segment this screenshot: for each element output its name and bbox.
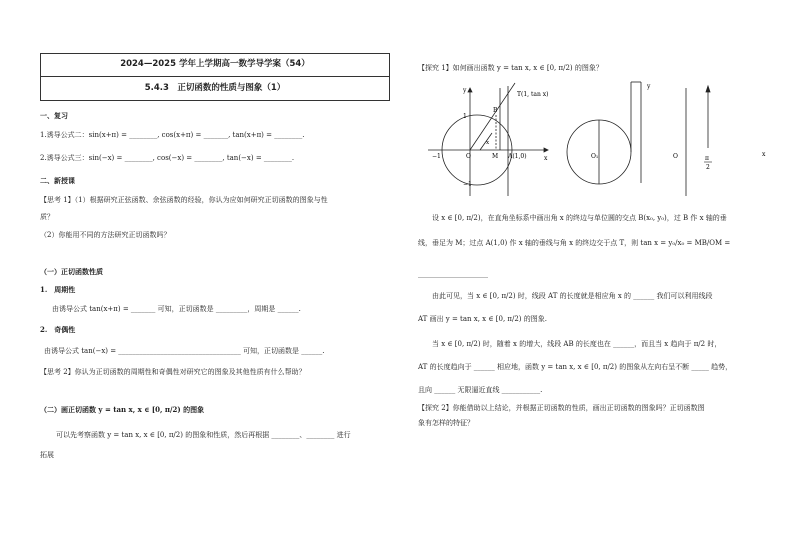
para-1-b: 线，垂足为 M；过点 A(1,0) 作 x 轴的垂线与角 x 的终边交于点 T，则 tan x = y₀/x₀ = MB/OM = — [418, 239, 731, 247]
question-1: 1.诱导公式二：sin(x+π) = ________, cos(x+π) = _______, tan(x+π) = ________. — [40, 131, 305, 139]
asymptote-arrow — [706, 86, 710, 92]
label-T: T(1, tan x) — [517, 91, 549, 98]
para-1-c: ____________________ — [418, 270, 488, 278]
para-3-a: 当 x ∈ [0, π/2) 时，随着 x 的增大，线段 AB 的长度也在 ______，而且当 x 趋向于 π/2 时， — [432, 340, 722, 348]
label-O2: O — [673, 153, 678, 160]
auxiliary-diagram — [567, 82, 710, 196]
para-3-c: 且向 ______ 无限逼近直线 ___________. — [418, 386, 543, 394]
graph-text-2: 拓展 — [40, 451, 54, 459]
parity-text: 由诱导公式 tan(−x) = ___________________________________ 可知，正切函数是 ______. — [44, 347, 325, 355]
explore-1: 【探究 1】如何画出函数 y = tan x, x ∈ [0, π/2) 的图象？ — [418, 64, 603, 72]
label-M: M — [492, 153, 499, 160]
page-title: 2024—2025 学年上学期高一数学导学案（54） — [120, 59, 310, 69]
explore-2-b: 象有怎样的特征？ — [418, 419, 474, 427]
subsection-properties: （一）正切函数性质 — [40, 267, 103, 276]
page-subtitle: 5.4.3 正切函数的性质与图象（1） — [144, 83, 286, 93]
think-1-line-a: 【思考 1】（1）根据研究正弦函数、余弦函数的经验，你认为应如何研究正切函数的图象与性 — [40, 196, 328, 204]
label-neg1-y: −1 — [463, 181, 472, 188]
label-pi: π — [705, 155, 709, 162]
label-B: B — [493, 107, 498, 114]
parity-heading: 2. 奇偶性 — [40, 325, 76, 334]
title-box — [40, 53, 390, 101]
subsection-graph: （二）画正切函数 y = tan x, x ∈ [0, π/2) 的图象 — [40, 405, 205, 414]
label-y2: y — [647, 83, 651, 90]
label-A: A(1,0) — [508, 153, 527, 160]
periodicity-heading: 1. 周期性 — [40, 285, 76, 294]
label-2: 2 — [706, 164, 710, 171]
x-axis-arrow — [544, 148, 548, 152]
unit-circle-figure — [420, 78, 790, 203]
think-1-line-b: 质？ — [40, 213, 54, 221]
periodicity-text: 由诱导公式 tan(x+π) = _______ 可知，正切函数是 _________，周期是 ______. — [52, 305, 301, 313]
label-x-far: x — [762, 151, 766, 158]
para-2-a: 由此可见，当 x ∈ [0, π/2) 时，线段 AT 的长度就是相应角 x 的 ______ 我们可以利用线段 — [432, 292, 713, 300]
y-axis-arrow — [468, 88, 472, 92]
para-3-b: AT 的长度趋向于 ______ 相应地，函数 y = tan x, x ∈ [0, π/2) 的图象从左向右呈不断 _____ 趋势， — [418, 363, 733, 371]
label-O: O — [466, 153, 471, 160]
para-2-b: AT 画出 y = tan x, x ∈ [0, π/2) 的图象. — [418, 315, 547, 323]
title-divider — [41, 76, 389, 77]
think-2: 【思考 2】你认为正切函数的周期性和奇偶性对研究它的图象及其他性质有什么帮助？ — [40, 368, 306, 376]
para-1-a: 设 x ∈ [0, π/2)，在直角坐标系中画出角 x 的终边与单位圆的交点 B(x₀, y₀)，过 B 作 x 轴的垂 — [432, 214, 727, 222]
label-x: x — [544, 155, 548, 162]
label-angle: x — [486, 140, 490, 146]
label-1: 1 — [463, 113, 467, 120]
label-O1: O₁ — [591, 153, 599, 160]
explore-2-a: 【探究 2】你能借助以上结论，并根据正切函数的性质，画出正切函数的图象吗？正切函数图 — [418, 404, 705, 412]
think-1-line-c: （2）你能用不同的方法研究正切函数吗？ — [40, 231, 171, 239]
question-2: 2.诱导公式三：sin(−x) = ________, cos(−x) = ________, tan(−x) = ________. — [40, 154, 295, 162]
graph-text: 可以先考察函数 y = tan x, x ∈ [0, π/2) 的图象和性质，然后再根据 ________、________ 进行 — [56, 431, 351, 439]
section-new: 二、新授课 — [40, 176, 75, 185]
label-neg1: −1 — [432, 153, 441, 160]
section-review: 一、复习 — [40, 111, 68, 120]
label-y: y — [463, 87, 467, 94]
